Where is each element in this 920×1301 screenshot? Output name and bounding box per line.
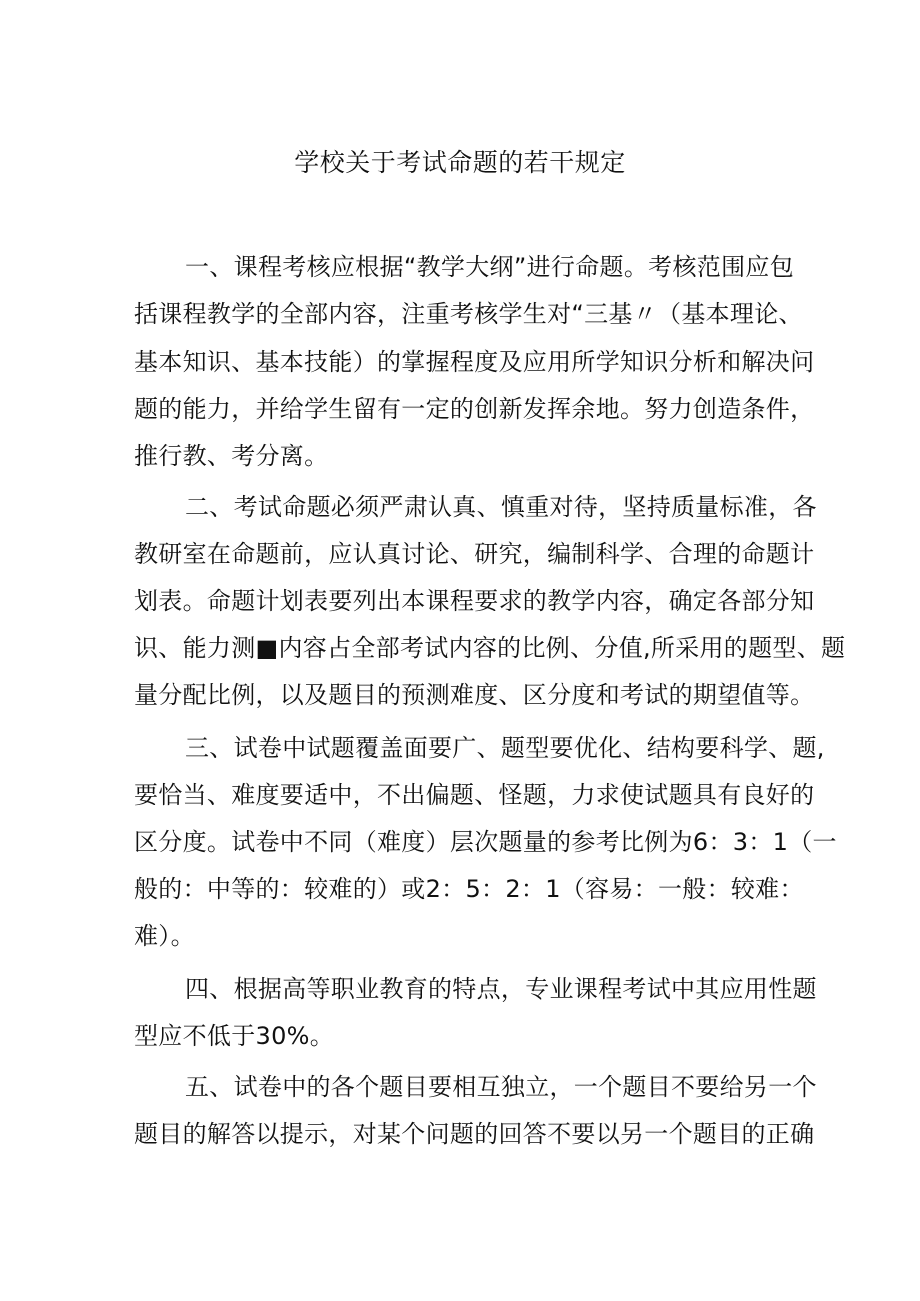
paragraph-2-line-1: 二、考试命题必须严肃认真、慎重对待，坚持质量标准，各 xyxy=(185,493,817,521)
paragraph-1-line-1: 一、课程考核应根据“教学大纲”进行命题。考核范围应包 xyxy=(185,253,794,281)
paragraph-4-line-2: 型应不低于30%。 xyxy=(134,1022,335,1050)
paragraph-1-line-5: 推行教、考分离。 xyxy=(134,442,329,470)
paragraph-2-line-2: 教研室在命题前，应认真讨论、研究，编制科学、合理的命题计 xyxy=(134,540,815,568)
paragraph-4-line-1: 四、根据高等职业教育的特点，专业课程考试中其应用性题 xyxy=(185,975,817,1003)
paragraph-2-line-3: 划表。命题计划表要列出本课程要求的教学内容，确定各部分知 xyxy=(134,587,815,615)
paragraph-1-line-3: 基本知识、基本技能）的掌握程度及应用所学知识分析和解决问 xyxy=(134,348,815,376)
paragraph-3-line-5: 难）。 xyxy=(134,922,195,950)
document-title: 学校关于考试命题的若干规定 xyxy=(294,148,626,177)
paragraph-2-line-5: 量分配比例，以及题目的预测难度、区分度和考试的期望值等。 xyxy=(134,681,815,709)
paragraph-3-line-2: 要恰当、难度要适中，不出偏题、怪题，力求使试题具有良好的 xyxy=(134,781,815,809)
paragraph-2-line-4: 识、能力测■内容占全部考试内容的比例、分值,所采用的题型、题 xyxy=(134,634,846,662)
paragraph-1-line-2: 括课程教学的全部内容，注重考核学生对“三基〃（基本理论、 xyxy=(134,300,803,328)
paragraph-5-line-2: 题目的解答以提示，对某个问题的回答不要以另一个题目的正确 xyxy=(134,1120,815,1148)
paragraph-3-line-1: 三、试卷中试题覆盖面要广、题型要优化、结构要科学、题, xyxy=(185,734,825,762)
paragraph-1-line-4: 题的能力，并给学生留有一定的创新发挥余地。努力创造条件， xyxy=(134,395,815,423)
paragraph-5-line-1: 五、试卷中的各个题目要相互独立，一个题目不要给另一个 xyxy=(185,1073,817,1101)
paragraph-3-line-4: 般的：中等的：较难的）或2：5：2：1（容易：一般：较难： xyxy=(134,875,804,903)
paragraph-3-line-3: 区分度。试卷中不同（难度）层次题量的参考比例为6：3：1（一 xyxy=(134,828,837,856)
